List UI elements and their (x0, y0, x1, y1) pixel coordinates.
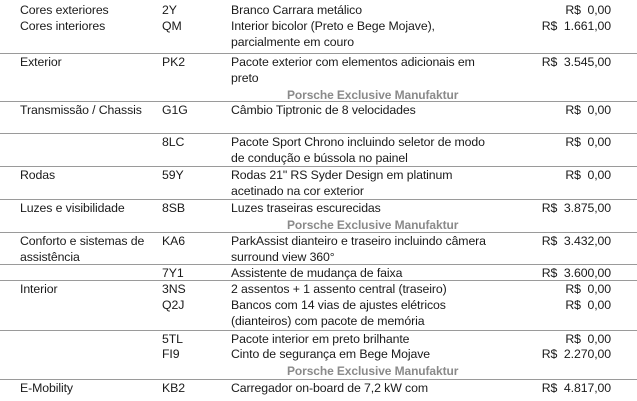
option-price: R$ 0,00 (565, 168, 611, 182)
option-description: Pacote interior em preto brilhante (231, 332, 410, 346)
category-label: E-Mobility (20, 381, 73, 395)
category-label: Transmissão / Chassis (20, 103, 142, 117)
option-code: 2Y (162, 3, 177, 17)
option-description: Luzes traseiras escurecidas (231, 201, 381, 215)
option-code: Q2J (162, 298, 185, 312)
option-price: R$ 2.270,00 (541, 347, 611, 361)
manufaktur-label: Porsche Exclusive Manufaktur (287, 364, 459, 378)
option-description: 2 assentos + 1 assento central (traseiro) (231, 282, 447, 296)
option-price: R$ 4.817,00 (541, 381, 611, 395)
option-description: Pacote exterior com elementos adicionais em preto (231, 55, 475, 85)
category-label: Interior (20, 282, 58, 296)
option-price: R$ 0,00 (565, 3, 611, 17)
table-row (0, 133, 637, 168)
option-code: 5TL (162, 332, 183, 346)
option-price: R$ 0,00 (565, 135, 611, 149)
option-description: Interior bicolor (Preto e Bege Mojave), parcialmente em couro (231, 19, 435, 49)
option-description: Assistente de mudança de faixa (231, 266, 403, 280)
table-row (0, 18, 637, 54)
option-code: QM (162, 19, 182, 33)
option-description: ParkAssist dianteiro e traseiro incluindo câmera surround view 360° (231, 234, 486, 264)
option-price: R$ 0,00 (565, 103, 611, 117)
option-description: Branco Carrara metálico (231, 3, 362, 17)
option-code: KB2 (162, 381, 185, 395)
option-price: R$ 0,00 (565, 298, 611, 312)
option-price: R$ 0,00 (565, 332, 611, 346)
option-price: R$ 0,00 (565, 282, 611, 296)
table-row (0, 101, 637, 136)
option-code: PK2 (162, 55, 185, 69)
category-label: Exterior (20, 55, 62, 69)
table-row (0, 379, 637, 401)
category-label: Cores interiores (20, 19, 106, 33)
table-row (0, 232, 637, 265)
option-price: R$ 3.875,00 (541, 201, 611, 215)
table-row (0, 166, 637, 201)
manufaktur-label: Porsche Exclusive Manufaktur (287, 218, 459, 232)
option-code: 7Y1 (162, 266, 184, 280)
table-row (0, 199, 637, 233)
option-code: 3NS (162, 282, 186, 296)
option-description: Bancos com 14 vias de ajustes elétricos (dianteiros) com pacote de memória (231, 298, 446, 328)
table-row (0, 53, 637, 104)
option-description: Cinto de segurança em Bege Mojave (231, 347, 431, 361)
option-code: 59Y (162, 168, 184, 182)
option-price: R$ 3.600,00 (541, 266, 611, 280)
option-code: G1G (162, 103, 188, 117)
table-row (0, 346, 637, 379)
option-price: R$ 3.545,00 (541, 55, 611, 69)
option-description: Câmbio Tiptronic de 8 velocidades (231, 103, 416, 117)
category-label: Luzes e visibilidade (20, 201, 125, 215)
option-price: R$ 3.432,00 (541, 234, 611, 248)
option-description: Carregador on-board de 7,2 kW com (231, 381, 428, 395)
option-description: Pacote Sport Chrono incluindo seletor de modo de condução e bússola no painel (231, 135, 485, 165)
option-code: FI9 (162, 347, 180, 361)
option-code: 8SB (162, 201, 185, 215)
category-label: Rodas (20, 168, 56, 182)
option-description: Rodas 21" RS Syder Design em platinum acetinado na cor exterior (231, 168, 453, 198)
category-label: Cores exteriores (20, 3, 109, 17)
option-code: 8LC (162, 135, 185, 149)
option-code: KA6 (162, 234, 185, 248)
category-label: Conforto e sistemas de assistência (20, 234, 145, 264)
table-row (0, 297, 637, 331)
manufaktur-label: Porsche Exclusive Manufaktur (287, 88, 459, 102)
option-price: R$ 1.661,00 (541, 19, 611, 33)
